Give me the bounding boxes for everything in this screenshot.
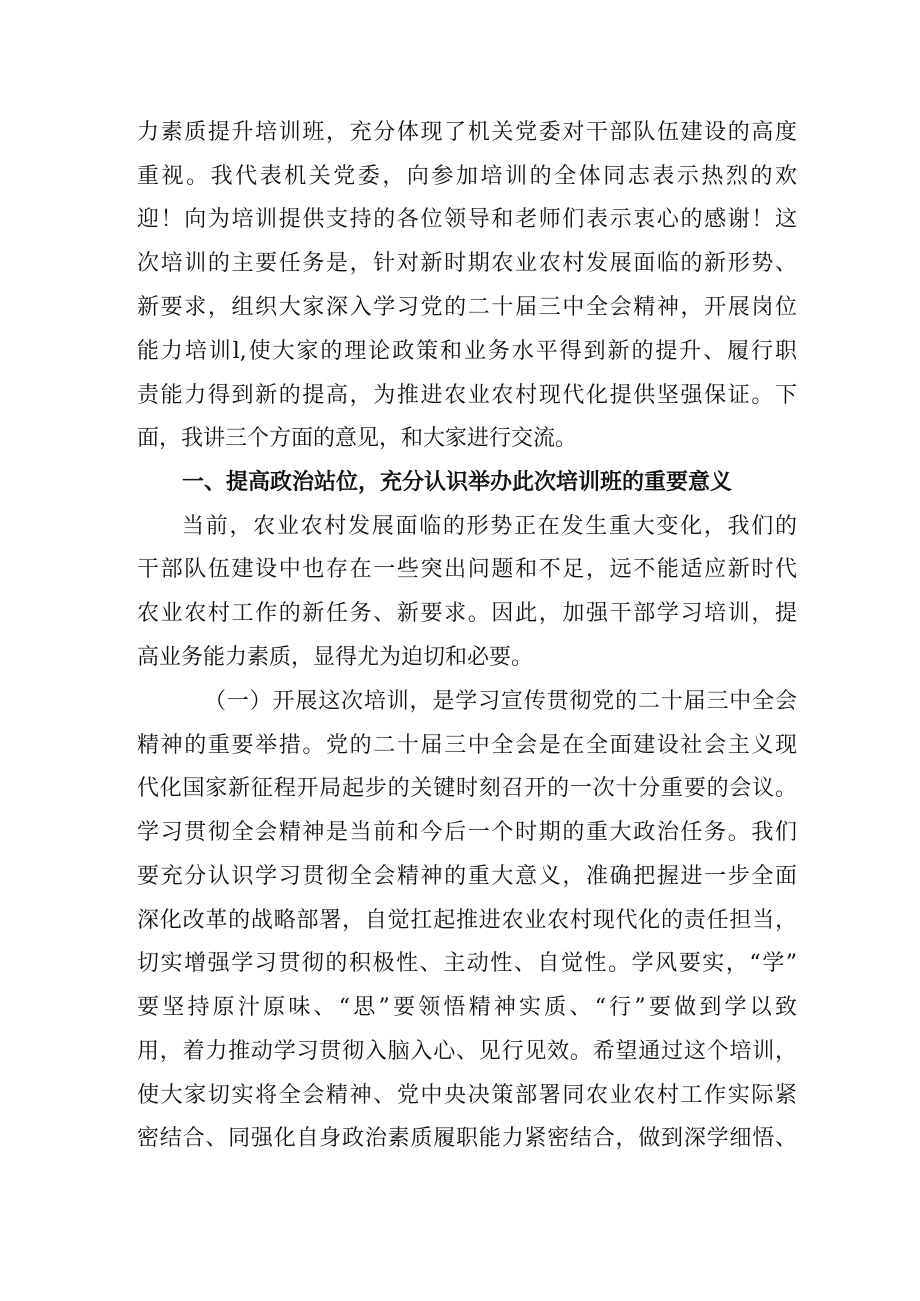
paragraph-line: 学习贯彻全会精神是当前和今后一个时期的重大政治任务。我们 bbox=[137, 820, 797, 845]
paragraph-line: 干部队伍建设中也存在一些突出问题和不足，远不能适应新时代 bbox=[137, 557, 797, 582]
paragraph-line: 使大家切实将全会精神、党中央决策部署同农业农村工作实际紧 bbox=[137, 1083, 797, 1108]
paragraph-line: 要坚持原汁原味、“思”要领悟精神实质、“行”要做到学以致 bbox=[137, 995, 797, 1020]
paragraph-line: 高业务能力素质，显得尤为迫切和必要。 bbox=[137, 645, 534, 670]
paragraph-line: 要充分认识学习贯彻全会精神的重大意义，准确把握进一步全面 bbox=[137, 864, 797, 889]
paragraph-line: 重视。我代表机关党委，向参加培训的全体同志表示热烈的欢 bbox=[137, 164, 797, 189]
paragraph-line: 深化改革的战略部署，自觉扛起推进农业农村现代化的责任担当， bbox=[137, 908, 797, 933]
paragraph-line: 切实增强学习贯彻的积极性、主动性、自觉性。学风要实，“学” bbox=[137, 951, 797, 976]
paragraph-line: 密结合、同强化自身政治素质履职能力紧密结合，做到深学细悟、 bbox=[137, 1126, 797, 1151]
paragraph-line: 能力培训l,使大家的理论政策和业务水平得到新的提升、履行职 bbox=[137, 339, 797, 364]
paragraph-line: 农业农村工作的新任务、新要求。因此，加强干部学习培训，提 bbox=[137, 601, 797, 626]
paragraph-line: 精神的重要举措。党的二十届三中全会是在全面建设社会主义现 bbox=[137, 733, 797, 758]
paragraph-line: 当前，农业农村发展面临的形势正在发生重大变化，我们的 bbox=[182, 514, 797, 539]
paragraph-line: 面，我讲三个方面的意见，和大家进行交流。 bbox=[137, 426, 578, 451]
paragraph-line: （一）开展这次培训，是学习宣传贯彻党的二十届三中全会 bbox=[204, 689, 797, 714]
paragraph-line: 力素质提升培训班，充分体现了机关党委对干部队伍建设的高度 bbox=[137, 120, 797, 145]
paragraph-line: 迎！向为培训提供支持的各位领导和老师们表示衷心的感谢！这 bbox=[137, 207, 797, 232]
section-heading: 一、提高政治站位，充分认识举办此次培训班的重要意义 bbox=[182, 470, 733, 495]
paragraph-line: 次培训的主要任务是，针对新时期农业农村发展面临的新形势、 bbox=[137, 251, 797, 276]
paragraph-line: 代化国家新征程开局起步的关键时刻召开的一次十分重要的会议。 bbox=[137, 776, 797, 801]
paragraph-line: 用，着力推动学习贯彻入脑入心、见行见效。希望通过这个培训， bbox=[137, 1039, 797, 1064]
paragraph-line: 责能力得到新的提高，为推进农业农村现代化提供坚强保证。下 bbox=[137, 383, 797, 408]
paragraph-line: 新要求，组织大家深入学习党的二十届三中全会精神，开展岗位 bbox=[137, 295, 797, 320]
